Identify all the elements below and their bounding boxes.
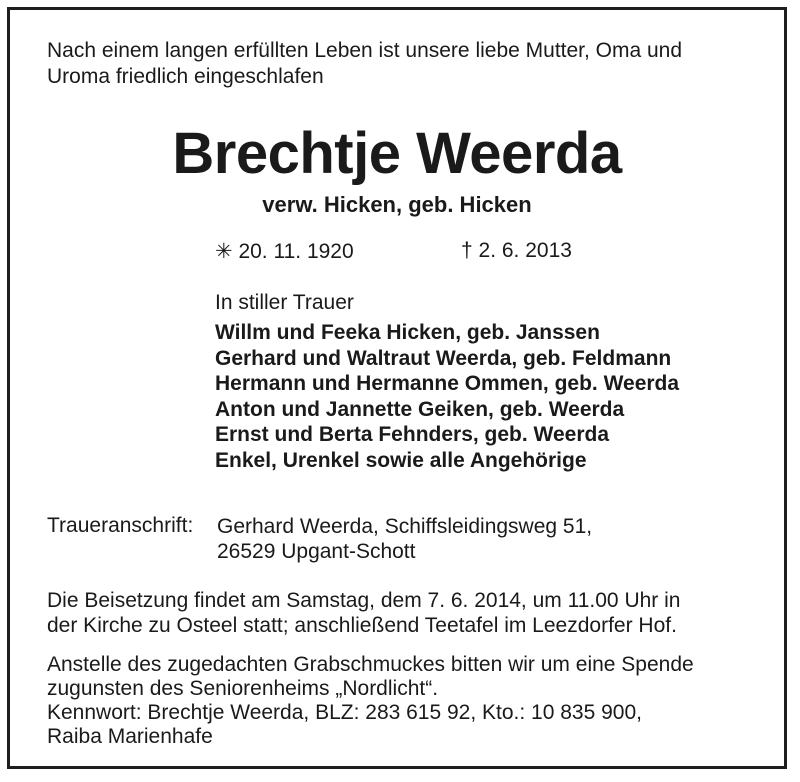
mourning-address <box>217 514 592 564</box>
mourner-line: Willm und Feeka Hicken, geb. Janssen <box>215 321 600 344</box>
donation-info <box>47 653 694 749</box>
mourner-line: Hermann und Hermanne Ommen, geb. Weerda <box>215 372 680 395</box>
deceased-maiden-name: verw. Hicken, geb. Hicken <box>262 192 532 217</box>
mourner-line: Ernst und Berta Fehnders, geb. Weerda <box>215 423 610 446</box>
birth-date: 20. 11. 1920 <box>238 240 354 263</box>
intro-line: Nach einem langen erfüllten Leben ist unsere liebe Mutter, Oma und <box>47 39 683 62</box>
birth-star-icon: ✳ <box>215 240 233 263</box>
address-line: 26529 Upgant-Schott <box>217 540 416 563</box>
burial-info <box>47 588 680 638</box>
mourner-line: Enkel, Urenkel sowie alle Angehörige <box>215 448 587 472</box>
intro-line: Uroma friedlich eingeschlafen <box>47 65 324 88</box>
deceased-name: Brechtje Weerda <box>172 121 622 186</box>
mourners-list <box>215 320 679 473</box>
address-label: Traueranschrift: <box>47 514 194 537</box>
donation-line: Raiba Marienhafe <box>47 725 213 748</box>
intro-text <box>47 38 682 90</box>
donation-line: Kennwort: Brechtje Weerda, BLZ: 283 615 92, Kto.: 10 835 900, <box>47 701 642 724</box>
donation-line: Anstelle des zugedachten Grabschmuckes bitten wir um eine Spende <box>47 653 694 676</box>
life-dates <box>215 239 572 264</box>
mourner-line: Anton und Jannette Geiken, geb. Weerda <box>215 397 625 421</box>
mourner-line: Gerhard und Waltraut Weerda, geb. Feldmann <box>215 346 672 370</box>
burial-line: der Kirche zu Osteel statt; anschließend Teetafel im Leezdorfer Hof. <box>47 614 677 637</box>
death-cross-icon: † <box>461 239 473 262</box>
burial-line: Die Beisetzung findet am Samstag, dem 7. 6. 2014, um 11.00 Uhr in <box>47 589 681 612</box>
obituary-notice <box>7 7 787 769</box>
donation-line: zugunsten des Seniorenheims „Nordlicht“. <box>47 677 439 700</box>
mourners-label: In stiller Trauer <box>215 291 354 314</box>
address-line: Gerhard Weerda, Schiffsleidingsweg 51, <box>217 515 593 538</box>
death-date: 2. 6. 2013 <box>478 239 572 262</box>
